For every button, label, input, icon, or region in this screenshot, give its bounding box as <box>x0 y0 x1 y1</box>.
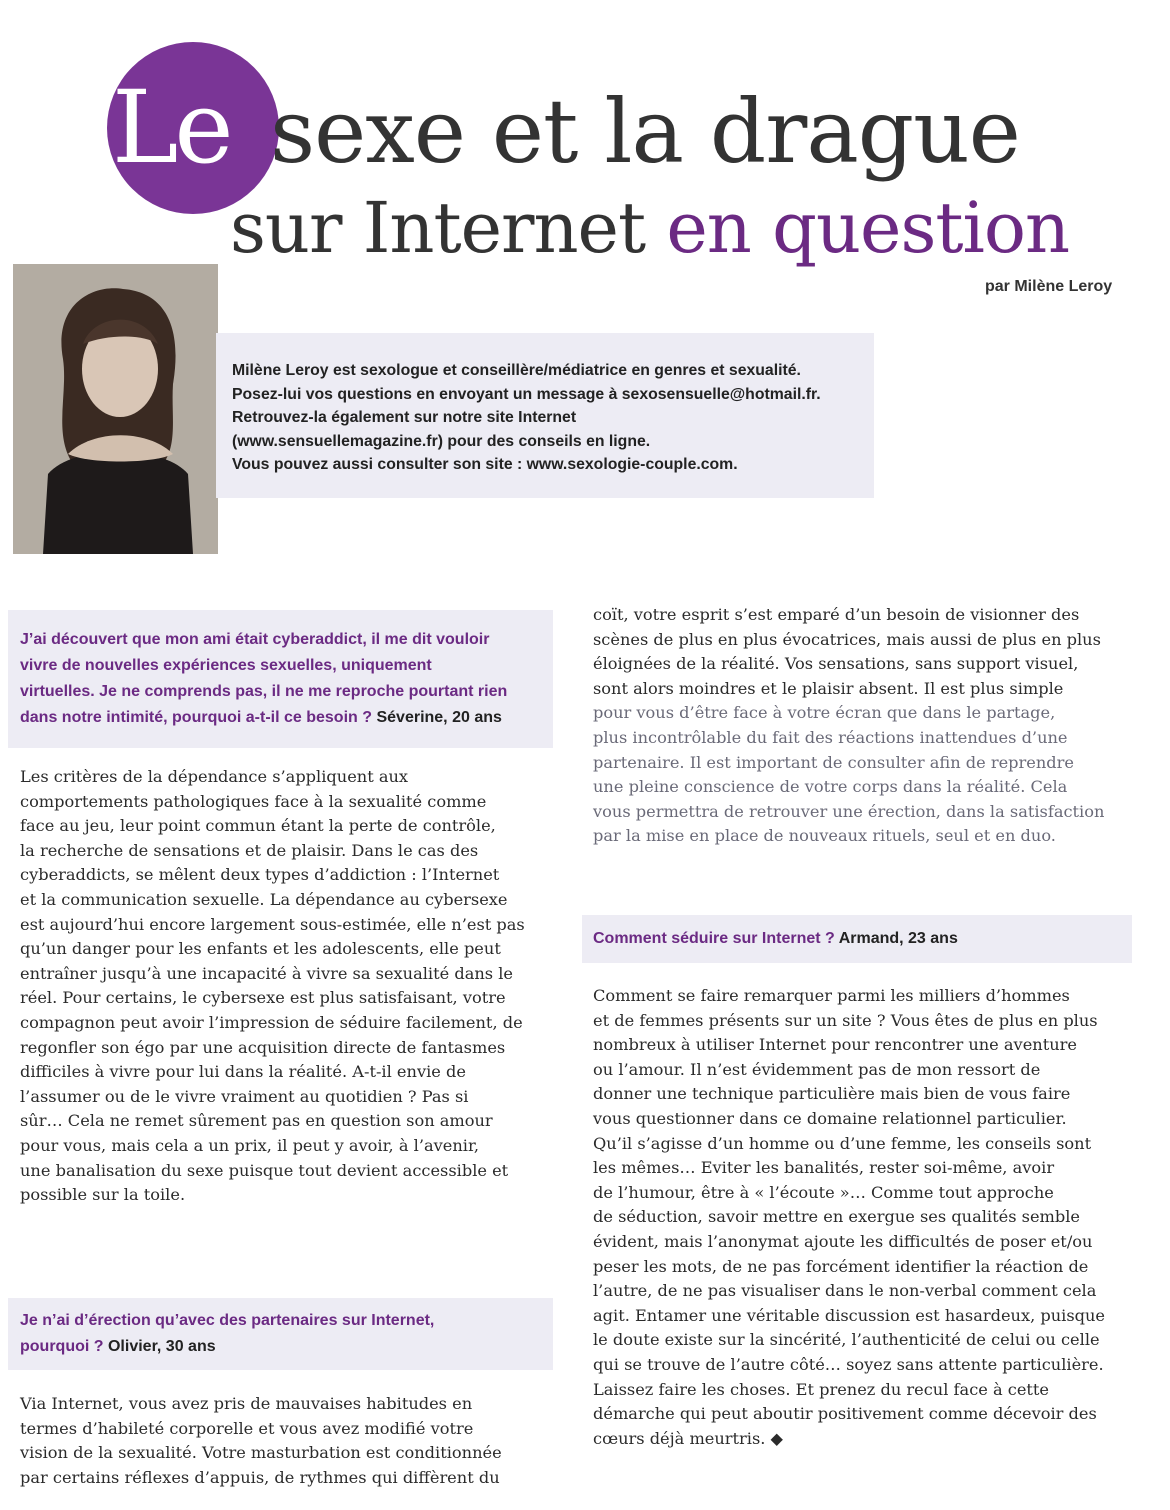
question-3 <box>593 926 958 952</box>
answer-line: évident, mais l’anonymat ajoute les difficultés de poser et/ou <box>593 1231 1093 1251</box>
question-line: Je n’ai d’érection qu’avec des partenaires sur Internet, <box>20 1312 435 1329</box>
bio-line: Retrouvez-la également sur notre site Internet <box>232 409 577 426</box>
answer-line: sûr… Cela ne remet sûrement pas en question son amour <box>20 1111 493 1131</box>
answer-2-left <box>20 1392 502 1490</box>
question-author: Armand, 23 ans <box>838 930 958 947</box>
answer-line: vision de la sexualité. Votre masturbation est conditionnée <box>20 1443 502 1463</box>
bio-text <box>232 359 872 477</box>
answer-line: difficiles à vivre pour lui dans la réalité. A-t-il envie de <box>20 1062 466 1082</box>
answer-line: possible sur la toile. <box>20 1185 186 1205</box>
answer-line: Comment se faire remarquer parmi les milliers d’hommes <box>593 986 1070 1005</box>
answer-line: regonfler son égo par une acquisition directe de fantasmes <box>20 1037 506 1057</box>
question-1 <box>20 627 507 731</box>
answer-line: Les critères de la dépendance s’appliquent aux <box>20 767 409 786</box>
answer-line: face au jeu, leur point commun étant la perte de contrôle, <box>20 816 496 836</box>
answer-line: entraîner jusqu’à une incapacité à vivre sa sexualité dans le <box>20 963 513 983</box>
answer-line: par la mise en place de nouveaux rituels, seul et en duo. <box>593 826 1056 846</box>
answer-line: donner une technique particulière mais bien de vous faire <box>593 1084 1071 1104</box>
answer-line: agit. Entamer une véritable discussion est hasardeux, puisque <box>593 1305 1106 1325</box>
answer-line: par certains réflexes d’appuis, de rythmes qui diffèrent du <box>20 1467 500 1487</box>
answer-line: est aujourd’hui encore largement sous-estimée, elle n’est pas <box>20 914 525 934</box>
byline: par Milène Leroy <box>985 278 1113 295</box>
answer-line: termes d’habileté corporelle et vous avez modifié votre <box>20 1418 474 1438</box>
question-line: J’ai découvert que mon ami était cyberaddict, il me dit vouloir <box>20 631 490 648</box>
answer-1 <box>20 765 525 1208</box>
answer-line: cœurs déjà meurtris. ◆ <box>593 1428 784 1448</box>
answer-line: pour vous, mais cela a un prix, il peut y avoir, à l’avenir, <box>20 1135 480 1155</box>
title-line-1: sexe et la drague <box>270 80 1020 183</box>
answer-line: démarche qui peut aboutir positivement comme décevoir des <box>593 1404 1097 1424</box>
title-le: Le <box>112 69 230 186</box>
answer-line: vous permettra de retrouver une érection, dans la satisfaction <box>593 801 1105 821</box>
answer-line: ou l’amour. Il n’est évidemment pas de mon ressort de <box>593 1059 1041 1079</box>
question-line: vivre de nouvelles expériences sexuelles, uniquement <box>20 657 432 674</box>
answer-line: pour vous d’être face à votre écran que dans le partage, <box>593 703 1056 723</box>
answer-line: Laissez faire les choses. Et prenez du recul face à cette <box>593 1379 1050 1399</box>
answer-line: nombreux à utiliser Internet pour rencontrer une aventure <box>593 1035 1077 1055</box>
answer-line: éloignées de la réalité. Vos sensations, sans support visuel, <box>593 654 1079 674</box>
answer-line: Via Internet, vous avez pris de mauvaises habitudes en <box>20 1394 473 1413</box>
answer-line: et la communication sexuelle. La dépendance au cybersexe <box>20 889 508 909</box>
answer-line: de l’humour, être à « l’écoute »… Comme tout approche <box>593 1182 1054 1202</box>
answer-line: les mêmes… Eviter les banalités, rester soi-même, avoir <box>593 1158 1055 1178</box>
answer-3 <box>593 984 1105 1451</box>
bio-line: Vous pouvez aussi consulter son site : www.sexologie-couple.com. <box>232 456 738 473</box>
answer-line: comportements pathologiques face à la sexualité comme <box>20 791 487 811</box>
answer-line: qu’un danger pour les enfants et les adolescents, elle peut <box>20 939 501 959</box>
title-line-2-accent: en question <box>666 187 1070 269</box>
title-line-2-main: sur Internet <box>230 187 646 269</box>
answer-line: le doute existe sur la sincérité, l’authenticité de celui ou celle <box>593 1330 1100 1350</box>
question-author: Séverine, 20 ans <box>376 709 502 726</box>
question-line: Comment séduire sur Internet ? <box>593 930 835 947</box>
answer-2-right <box>593 603 1104 849</box>
author-photo <box>13 264 218 554</box>
answer-line: partenaire. Il est important de consulter afin de reprendre <box>593 752 1074 772</box>
answer-line: cyberaddicts, se mêlent deux types d’addiction : l’Internet <box>20 865 500 885</box>
bio-line: (www.sensuellemagazine.fr) pour des conseils en ligne. <box>232 432 651 450</box>
answer-line: sont alors moindres et le plaisir absent. Il est plus simple <box>593 678 1064 698</box>
answer-line: et de femmes présents sur un site ? Vous êtes de plus en plus <box>593 1010 1098 1030</box>
answer-line: une pleine conscience de votre corps dans la réalité. Cela <box>593 777 1068 797</box>
answer-line: vous questionner dans ce domaine relationnel particulier. <box>593 1108 1067 1128</box>
question-line: pourquoi ? <box>20 1338 104 1355</box>
answer-line: Qu’il s’agisse d’un homme ou d’une femme, les conseils sont <box>593 1133 1092 1153</box>
answer-line: plus incontrôlable du fait des réactions inattendues d’une <box>593 727 1068 747</box>
answer-line: qui se trouve de l’autre côté… soyez sans attente particulière. <box>593 1354 1104 1374</box>
title-line-2 <box>230 187 1070 269</box>
bio-line: Milène Leroy est sexologue et conseillère/médiatrice en genres et sexualité. <box>232 362 801 379</box>
question-line: virtuelles. Je ne comprends pas, il ne me reproche pourtant rien <box>20 683 508 700</box>
answer-line: réel. Pour certains, le cybersexe est plus satisfaisant, votre <box>20 988 506 1008</box>
answer-line: peser les mots, de ne pas forcément identifier la réaction de <box>593 1256 1089 1276</box>
answer-line: de séduction, savoir mettre en exergue ses qualités semble <box>593 1207 1081 1227</box>
answer-line: coït, votre esprit s’est emparé d’un besoin de visionner des <box>593 605 1080 624</box>
question-2 <box>20 1308 434 1360</box>
answer-line: l’autre, de ne pas visualiser dans le non-verbal comment cela <box>593 1281 1097 1301</box>
bio-line: Posez-lui vos questions en envoyant un message à sexosensuelle@hotmail.fr. <box>232 385 821 403</box>
answer-line: l’assumer ou de le vivre vraiment au quotidien ? Pas si <box>20 1086 469 1106</box>
question-author: Olivier, 30 ans <box>107 1338 216 1355</box>
answer-line: scènes de plus en plus évocatrices, mais aussi de plus en plus <box>593 629 1101 649</box>
question-line: dans notre intimité, pourquoi a-t-il ce besoin ? <box>20 709 373 726</box>
answer-line: la recherche de sensations et de plaisir. Dans le cas des <box>20 840 479 860</box>
answer-line: compagnon peut avoir l’impression de séduire facilement, de <box>20 1012 523 1032</box>
answer-line: une banalisation du sexe puisque tout devient accessible et <box>20 1160 509 1180</box>
